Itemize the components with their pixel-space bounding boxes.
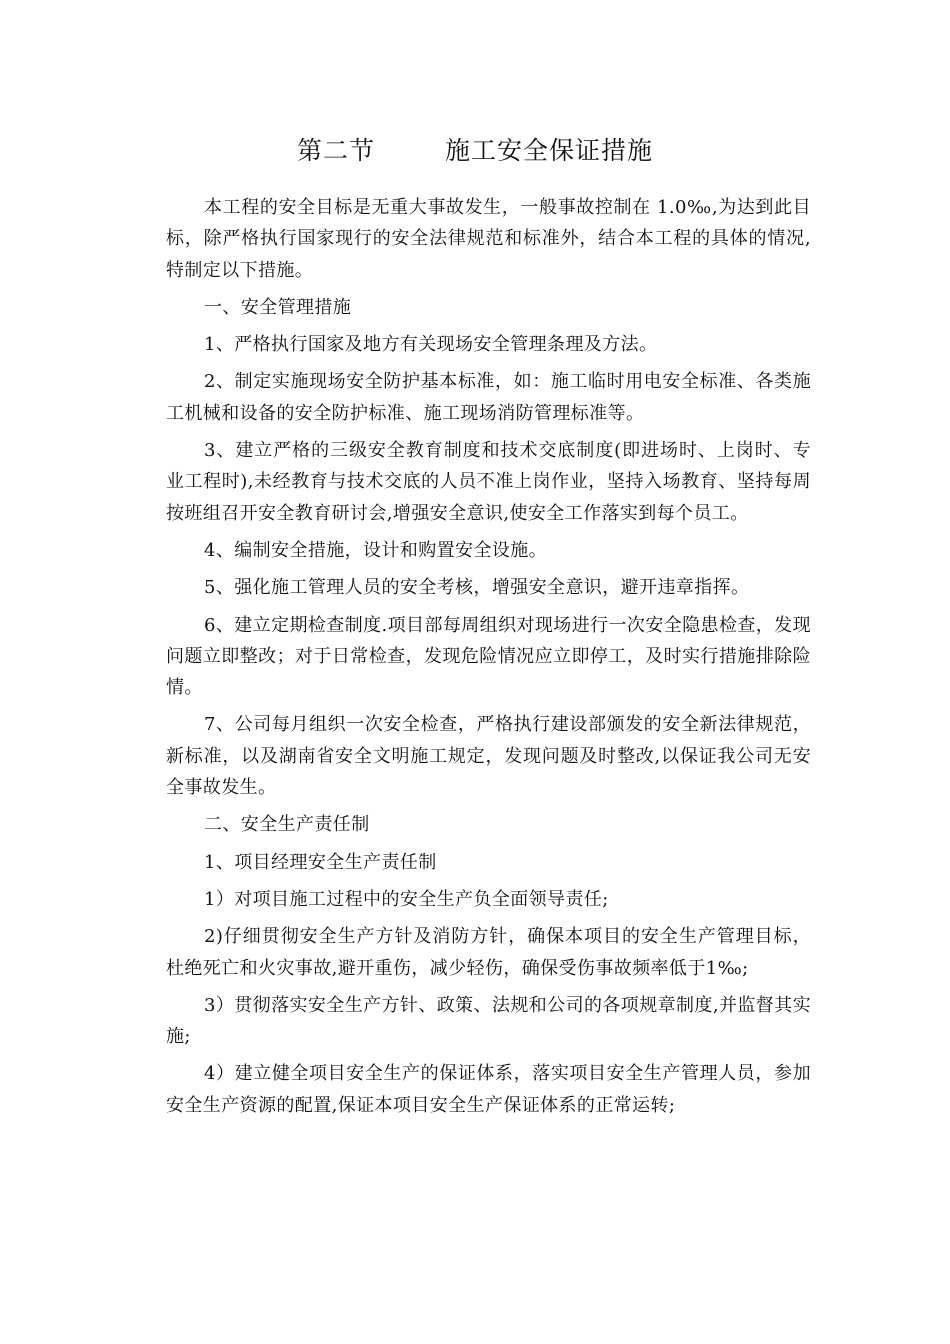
paragraph-item-3: 3、建立严格的三级安全教育制度和技术交底制度(即进场时、上岗时、专业工程时),未经教育与技术交底的人员不准上岗作业，坚持入场教育、坚持每周按班组召开安全教育研讨会,增强安全意识,使安全工作落实到每个员工。 [166,440,811,524]
paragraph-duty-1: 1）对项目施工过程中的安全生产负全面领导责任; [204,888,609,910]
paragraph-item-2: 2、制定实施现场安全防护基本标准，如：施工临时用电安全标准、各类施工机械和设备的安全防护标准、施工现场消防管理标准等。 [166,371,811,424]
paragraph-intro: 本工程的安全目标是无重大事故发生，一般事故控制在 1.0‰,为达到此目标，除严格执行国家现行的安全法律规范和标准外，结合本工程的具体的情况,特制定以下措施。 [166,197,811,281]
paragraph-item-6: 6、建立定期检查制度.项目部每周组织对现场进行一次安全隐患检查，发现问题立即整改；对于日常检查，发现危险情况应立即停工，及时实行措施排除险情。 [166,614,811,699]
paragraph-item-4: 4、编制安全措施，设计和购置安全设施。 [204,539,548,561]
paragraph-item-7: 7、公司每月组织一次安全检查，严格执行建设部颁发的安全新法律规范，新标准，以及湖南省安全文明施工规定，发现问题及时整改,以保证我公司无安全事故发生。 [166,714,811,799]
section-number: 第二节 [296,136,375,165]
paragraph-duty-3: 3）贯彻落实安全生产方针、政策、法规和公司的各项规章制度,并监督其实施; [166,994,811,1048]
heading-responsibility-system: 二、安全生产责任制 [204,814,370,836]
paragraph-item-1: 1、严格执行国家及地方有关现场安全管理条理及方法。 [204,334,658,356]
paragraph-duty-2: 2)仔细贯彻安全生产方针及消防方针，确保本项目的安全生产管理目标，杜绝死亡和火灾事故,避开重伤，减少轻伤，确保受伤事故频率低于1‰; [166,926,811,979]
section-title [0,133,950,169]
paragraph-item-5: 5、强化施工管理人员的安全考核，增强安全意识，避开违章指挥。 [204,577,750,599]
heading-safety-management: 一、安全管理措施 [204,296,352,318]
document-body [166,192,811,1127]
section-heading: 施工安全保证措施 [445,136,654,165]
subheading-project-manager: 1、项目经理安全生产责任制 [204,851,437,873]
paragraph-duty-4: 4）建立健全项目安全生产的保证体系，落实项目安全生产管理人员，参加安全生产资源的配置,保证本项目安全生产保证体系的正常运转; [166,1063,811,1116]
